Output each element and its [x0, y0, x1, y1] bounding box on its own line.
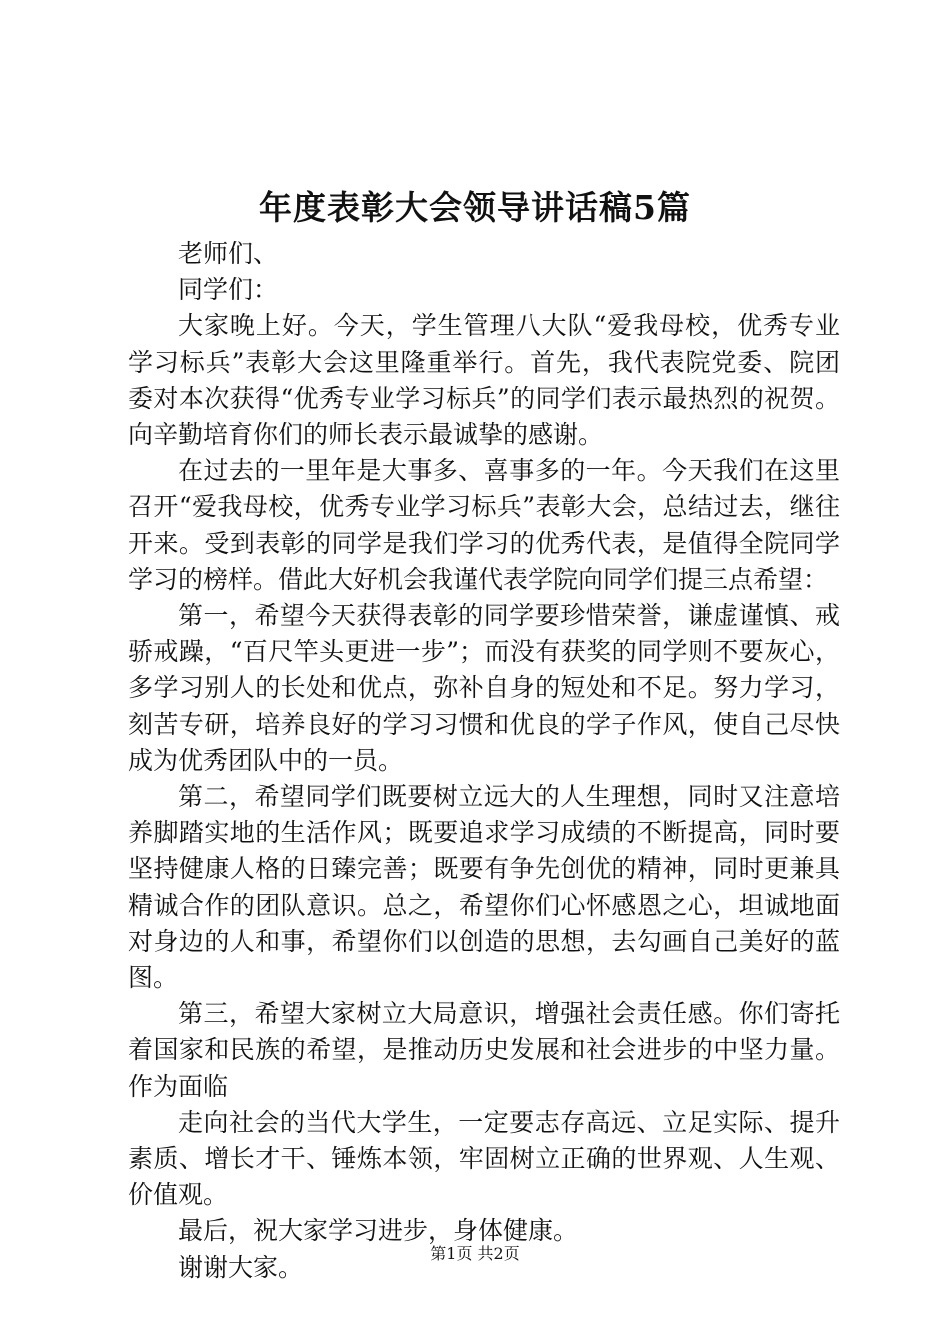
- paragraph-hope-second: 第二，希望同学们既要树立远大的人生理想，同时又注意培养脚踏实地的生活作风；既要追求学习成绩的不断提高，同时要坚持健康人格的日臻完善；既要有争先创优的精神，同时更兼具精诚合作的团队意识。总之，希望你们心怀感恩之心，坦诚地面对身边的人和事，希望你们以创造的思想，去勾画自己美好的蓝图。: [128, 782, 840, 993]
- salutation-teachers: 老师们、: [178, 239, 279, 268]
- document-title: 年度表彰大会领导讲话稿5篇: [259, 188, 691, 227]
- paragraph-greeting: 大家晚上好。今天，学生管理八大队“爱我母校，优秀专业学习标兵”表彰大会这里隆重举行。首先，我代表院党委、院团委对本次获得“优秀专业学习标兵”的同学们表示最热烈的祝贺。向辛勤培育你们的师长表示最诚挚的感谢。: [128, 311, 840, 450]
- paragraph-hope-third-continued: 走向社会的当代大学生，一定要志存高远、立足实际、提升素质、增长才干、锤炼本领，牢固树立正确的世界观、人生观、价值观。: [128, 1107, 840, 1210]
- document-body: [128, 236, 840, 1286]
- paragraph-closing-wish: 最后，祝大家学习进步，身体健康。: [178, 1216, 579, 1246]
- paragraph-review: 在过去的一里年是大事多、喜事多的一年。今天我们在这里召开“爱我母校，优秀专业学习标兵”表彰大会，总结过去，继往开来。受到表彰的同学是我们学习的优秀代表，是值得全院同学学习的榜样。借此大好机会我谨代表学院向同学们提三点希望：: [128, 456, 840, 594]
- paragraph-thanks: 谢谢大家。: [178, 1252, 304, 1282]
- page-number-footer: 第1页 共2页: [430, 1244, 520, 1263]
- paragraph-hope-third: 第三，希望大家树立大局意识，增强社会责任感。你们寄托着国家和民族的希望，是推动历史发展和社会进步的中坚力量。作为面临: [128, 999, 840, 1101]
- salutation-students: 同学们：: [178, 275, 279, 305]
- paragraph-hope-first: 第一，希望今天获得表彰的同学要珍惜荣誉，谦虚谨慎、戒骄戒躁，“百尺竿头更进一步”；而没有获奖的同学则不要灰心，多学习别人的长处和优点，弥补自身的短处和不足。努力学习，刻苦专研，培养良好的学习习惯和优良的学子作风，使自己尽快成为优秀团队中的一员。: [128, 601, 840, 775]
